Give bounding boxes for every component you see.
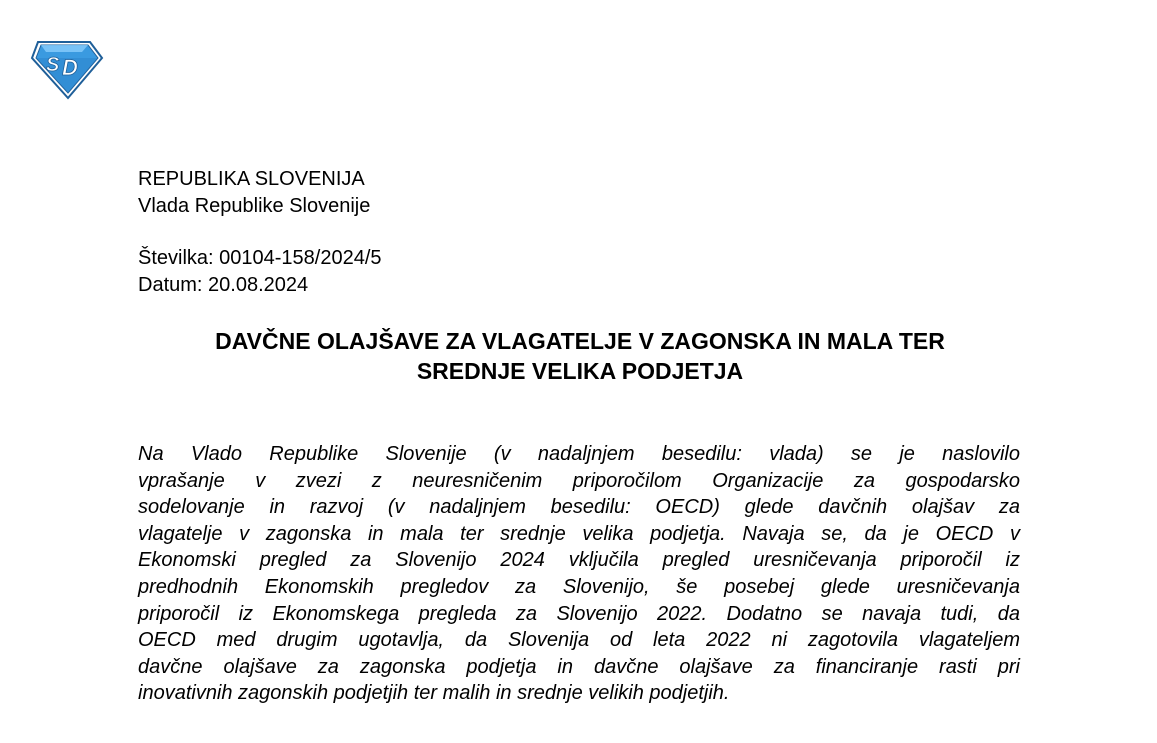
republic-name: REPUBLIKA SLOVENIJA (138, 168, 365, 190)
logo-letter-s: S (46, 54, 60, 76)
title-line-2: SREDNJE VELIKA PODJETJA (416, 358, 744, 384)
government-name: Vlada Republike Slovenije (138, 195, 371, 217)
body-line: vlagatelje v zagonska in mala ter srednje velika podjetja. Navaja se, da je OECD v (138, 522, 1020, 545)
sd-logo (30, 40, 104, 100)
document-meta (138, 245, 382, 299)
document-date: Datum: 20.08.2024 (138, 274, 309, 296)
document-title (130, 326, 1030, 386)
sd-diamond-logo-icon (30, 40, 104, 100)
document-header (138, 166, 370, 220)
body-line: inovativnih zagonskih podjetjih ter malih in srednje velikih podjetjih. (138, 682, 730, 705)
body-line: davčne olajšave za zagonska podjetja in davčne olajšave za financiranje rasti pri (138, 655, 1020, 678)
body-line: Na Vlado Republike Slovenije (v nadaljnjem besedilu: vlada) se je naslovilo (138, 443, 1020, 465)
body-line: predhodnih Ekonomskih pregledov za Slovenijo, še posebej glede uresničevanja (138, 575, 1020, 598)
title-line-1: DAVČNE OLAJŠAVE ZA VLAGATELJE V ZAGONSKA IN MALA TER (215, 328, 945, 354)
body-line: vprašanje v zvezi z neuresničenim priporočilom Organizacije za gospodarsko (138, 469, 1020, 492)
body-paragraph (138, 441, 1020, 707)
logo-letter-d: D (62, 55, 78, 80)
body-line: sodelovanje in razvoj (v nadaljnjem besedilu: OECD) glede davčnih olajšav za (138, 496, 1020, 519)
body-line: Ekonomski pregled za Slovenijo 2024 vključila pregled uresničevanja priporočil iz (138, 549, 1020, 572)
body-line: OECD med drugim ugotavlja, da Slovenija od leta 2022 ni zagotovila vlagateljem (138, 629, 1020, 652)
body-line: priporočil iz Ekonomskega pregleda za Slovenijo 2022. Dodatno se navaja tudi, da (138, 602, 1020, 625)
document-number: Številka: 00104-158/2024/5 (138, 247, 382, 269)
